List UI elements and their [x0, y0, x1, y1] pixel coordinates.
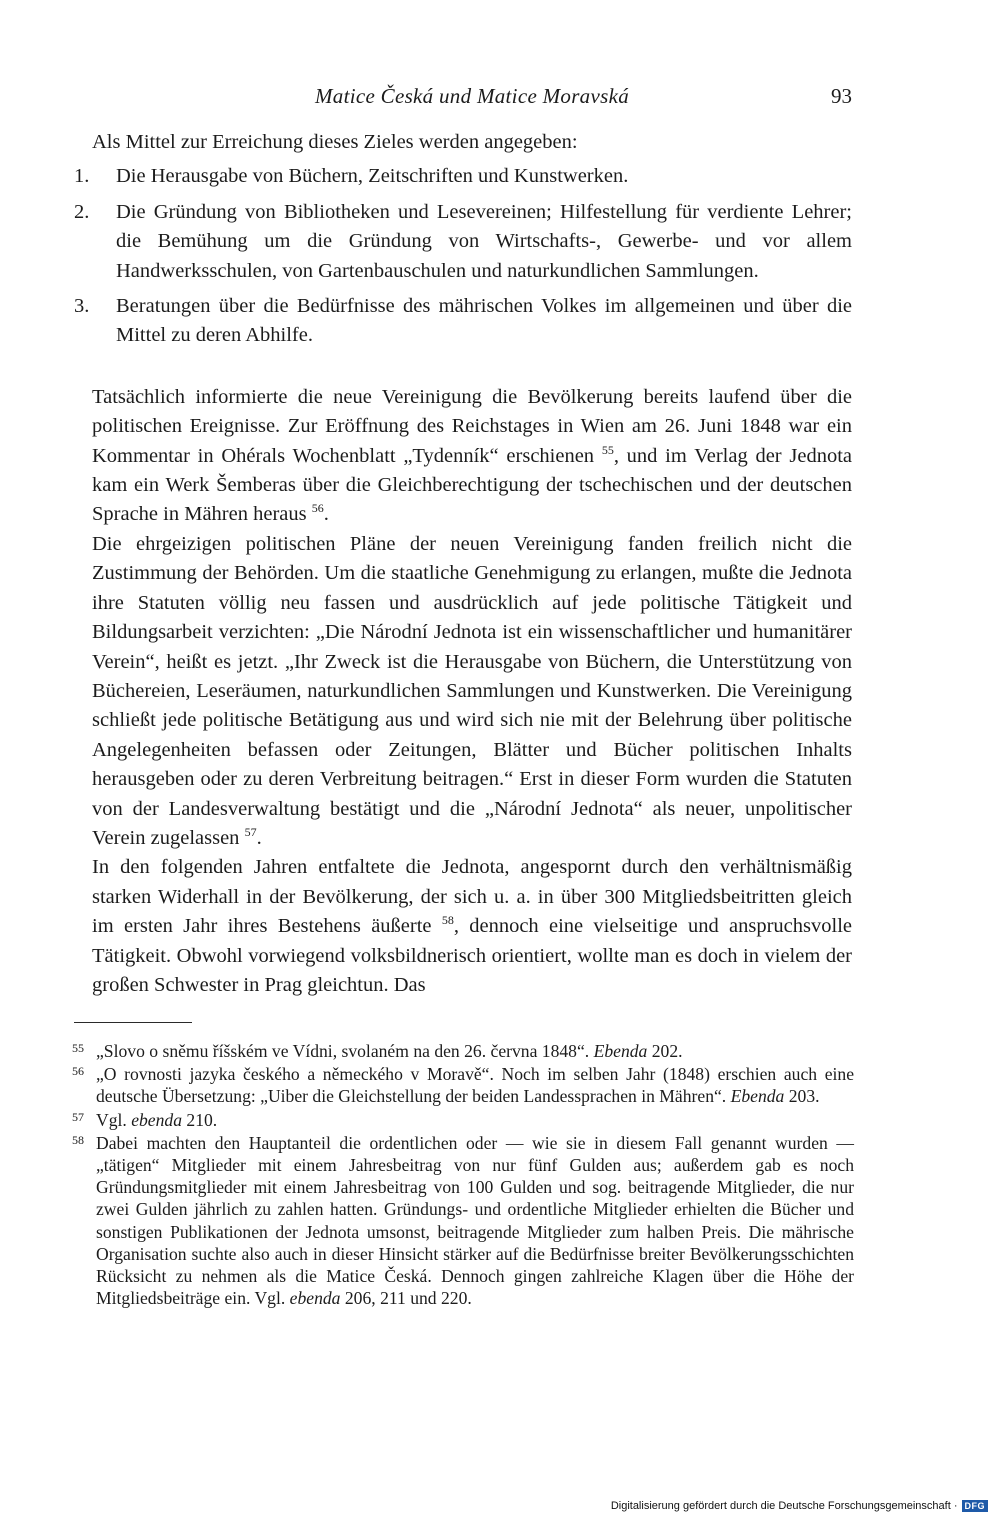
list-number: 2. [74, 200, 90, 223]
means-list [74, 162, 852, 350]
list-intro: Als Mittel zur Erreichung dieses Zieles werden angegeben: [92, 131, 578, 153]
paragraph: Tatsächlich informierte die neue Vereinigung die Bevölkerung bereits laufend über die politischen Ereignisse. Zur Eröffnung des Reichstages in Wien am 26. Juni 1848 war ein Kommentar in Ohérals Wochenblatt „Tydenník“ erschienen $^{55}$, und im Verlag der Jednota kam ein Werk Šemberas über die Gleichberechtigung der tschechischen und der deutschen Sprache in Mähren heraus $^{56}$. [92, 385, 853, 526]
digitization-credit [611, 1500, 988, 1512]
list-item-text: Beratungen über die Bedürfnisse des mährischen Volkes im allgemeinen und über die Mittel zu deren Abhilfe. [116, 295, 852, 347]
footnote-ref[interactable]: 57 [244, 825, 257, 840]
footnote-number: 56 [72, 1064, 84, 1079]
list-item [74, 162, 852, 191]
list-item-text: Die Gründung von Bibliotheken und Lesevereinen; Hilfestellung für verdiente Lehrer; die Bemühung um die Gründung von Wirtschafts-, Gewerbe- und vor allem Handwerksschulen, von Gartenbauschulen und naturkundlichen Sammlungen. [116, 200, 852, 282]
list-item-text: Die Herausgabe von Büchern, Zeitschriften und Kunstwerken. [116, 165, 629, 188]
paragraph: Die ehrgeizigen politischen Pläne der neuen Vereinigung fanden freilich nicht die Zustimmung der Behörden. Um die staatliche Genehmigung zu erlangen, mußte die Jednota ihre Statuten völlig neu fassen und ausdrücklich auf jede politische Tätigkeit und Bildungsarbeit verzichten: „Die Národní Jednota ist ein wissenschaftlicher und humanitärer Verein“, heißt es jetzt. „Ihr Zweck ist die Herausgabe von Büchern, die Unterstützung von Büchereien, Leseräumen, naturkundlichen Sammlungen und Kunstwerken. Die Vereinigung schließt jede politische Betätigung aus und wird sich nie mit der Belehrung über politische Angelegenheiten befassen oder Zeitungen, Blätter und Bücher politischen Inhalts herausgeben oder zu deren Verbreitung beitragen.“ Erst in dieser Form wurden die Statuten von der Landesverwaltung bestätigt und die „Národní Jednota“ als neuer, unpolitischer Verein zugelassen $^{57}$. [92, 532, 852, 849]
footnote: 55 „Slovo o sněmu říšském ve Vídni, svolaném na den 26. června 1848“. Ebenda 202. [72, 1040, 854, 1062]
footnote-separator [74, 1022, 192, 1023]
footnote: 58 Dabei machten den Hauptanteil die ordentlichen oder — wie sie in diesem Fall genannt wurden — „tätigen“ Mitglieder mit einem Jahresbeitrag von nur fünf Gulden aus; außerdem gab es noch Gründungsmitglieder mit einem Jahresbeitrag von 100 Gulden und sog. beitragende Mitglieder, die nur zwei Gulden jährlich zu zahlen hatten. Gründungs- und ordentliche Mitglieder erhielten die Bücher und sonstigen Publikationen der Jednota umsonst, beitragende Mitglieder zum halben Preis. Die mährische Organisation suchte also auch in dieser Hinsicht stärker auf die Bedürfnisse breiter Bevölkerungsschichten Rücksicht zu nehmen als die Matice Česká. Dennoch gingen zahlreiche Klagen über die Höhe der Mitgliedsbeiträge ein. Vgl. ebenda 206, 211 und 220. [72, 1132, 854, 1310]
footnote-ref[interactable]: 58 [441, 913, 454, 928]
footnote-number: 57 [72, 1109, 84, 1124]
running-title: Matice Česká und Matice Moravská [314, 84, 629, 108]
page-number: 93 [831, 84, 852, 108]
main-text [74, 128, 853, 1000]
list-number: 3. [74, 295, 90, 318]
dfg-logo-icon: DFG [962, 1500, 989, 1512]
page-header [92, 80, 852, 114]
footnote-ref[interactable]: 56 [311, 501, 324, 516]
credit-text: Digitalisierung gefördert durch die Deutsche Forschungsgemeinschaft · [610, 1500, 958, 1512]
list-item [74, 292, 852, 351]
footnote: 57 Vgl. ebenda 210. [72, 1109, 854, 1131]
paragraph: In den folgenden Jahren entfaltete die Jednota, angespornt durch den verhältnismäßig starken Widerhall in der Bevölkerung, der sich u. a. in über 300 Mitgliedsbeitritten gleich im ersten Jahr ihres Bestehens äußerte $^{58}$, dennoch eine vielseitige und anspruchsvolle Tätigkeit. Obwohl vorwiegend volksbildnerisch orientiert, wollte man es doch in vielem der großen Schwester in Prag gleichtun. Das [92, 856, 852, 996]
footnote-ref[interactable]: 55 [601, 442, 614, 457]
footnote-number: 58 [72, 1132, 84, 1147]
footnote-number: 55 [72, 1041, 84, 1055]
list-item [74, 198, 852, 286]
list-number: 1. [74, 165, 90, 188]
footnote: 56 „O rovnosti jazyka českého a německého v Moravě“. Noch im selben Jahr (1848) erschien auch eine deutsche Übersetzung: „Uiber die Gleichstellung der beiden Landessprachen in Mähren“. Ebenda 203. [72, 1063, 854, 1107]
footnotes [72, 1040, 854, 1310]
